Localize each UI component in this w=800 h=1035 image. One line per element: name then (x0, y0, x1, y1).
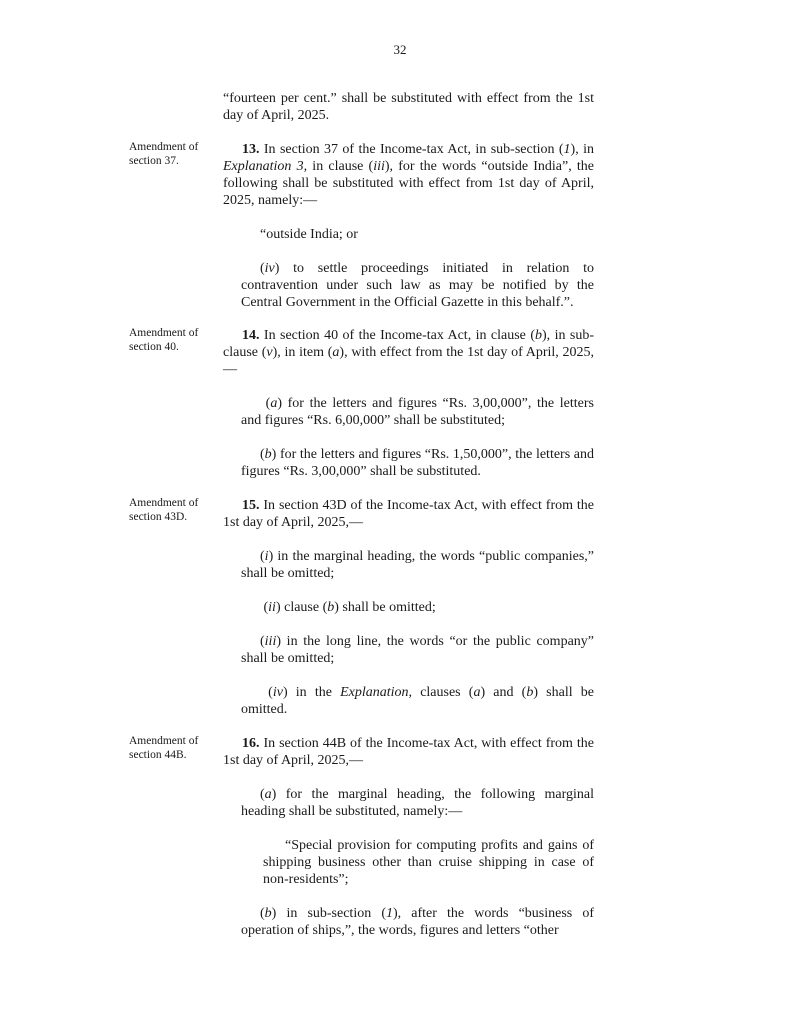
section-13-paragraph: 13. In section 37 of the Income-tax Act, in sub-section (1), in Explanation 3, in clause (iii), for the words “outside India”, the following shall be substituted with effect from 1st day of April, 2025, namely:— (223, 142, 595, 208)
section-15-clause-i: (i) in the marginal heading, the words “public companies,” shall be omitted; (241, 549, 594, 581)
section-16-number: 16. (242, 736, 260, 751)
section-16-marginal-heading-quote: “Special provision for computing profits and gains of shipping business other than cruise shipping in case of non-residents”; (263, 838, 594, 887)
intro-paragraph (223, 90, 594, 124)
explanation-3: Explanation 3, (223, 159, 308, 174)
section-15-paragraph: 15. In section 43D of the Income-tax Act, with effect from the 1st day of April, 2025,— (223, 498, 594, 530)
section-15-clause-iv: (iv) in the Explanation, clauses (a) and (b) shall be omitted. (241, 685, 594, 717)
section-16-item-a: (a) for the marginal heading, the following marginal heading shall be substituted, namely:— (241, 787, 594, 819)
section-14-number: 14. (242, 328, 260, 343)
section-14-paragraph: 14. In section 40 of the Income-tax Act, in clause (b), in sub-clause (v), in item (a), with effect from the 1st day of April, 2025, — (223, 328, 594, 377)
section-13-quote-line: “outside India; or (260, 227, 358, 242)
section-15-clause-iii: (iii) in the long line, the words “or the public company” shall be omitted; (241, 634, 594, 666)
section-14-item-b: (b) for the letters and figures “Rs. 1,50,000”, the letters and figures “Rs. 3,00,000” shall be substituted. (241, 447, 594, 479)
page-number: 32 (393, 42, 407, 57)
section-15-number: 15. (242, 498, 260, 513)
margin-note-section-43d: Amendment of section 43D. (129, 497, 199, 523)
section-15-clause-ii: (ii) clause (b) shall be omitted; (260, 600, 436, 615)
section-16-paragraph: 16. In section 44B of the Income-tax Act, with effect from the 1st day of April, 2025,— (223, 736, 594, 768)
intro-text: “fourteen per cent.” shall be substituted with effect from the 1st day of April, 2025. (223, 91, 594, 123)
margin-note-section-37: Amendment of section 37. (129, 141, 199, 167)
margin-note-section-40: Amendment of section 40. (129, 327, 199, 353)
section-13-clause-iv: (iv) to settle proceedings initiated in relation to contravention under such law as may be notified by the Central Government in the Official Gazette in this behalf.”. (241, 261, 594, 310)
margin-note-section-44b: Amendment of section 44B. (129, 735, 199, 761)
section-14-item-a: (a) for the letters and figures “Rs. 3,00,000”, the letters and figures “Rs. 6,00,000” shall be substituted; (241, 396, 594, 428)
section-13-number: 13. (242, 142, 260, 157)
section-16-item-b: (b) in sub-section (1), after the words “business of operation of ships,”, the words, figures and letters “other (241, 906, 595, 938)
